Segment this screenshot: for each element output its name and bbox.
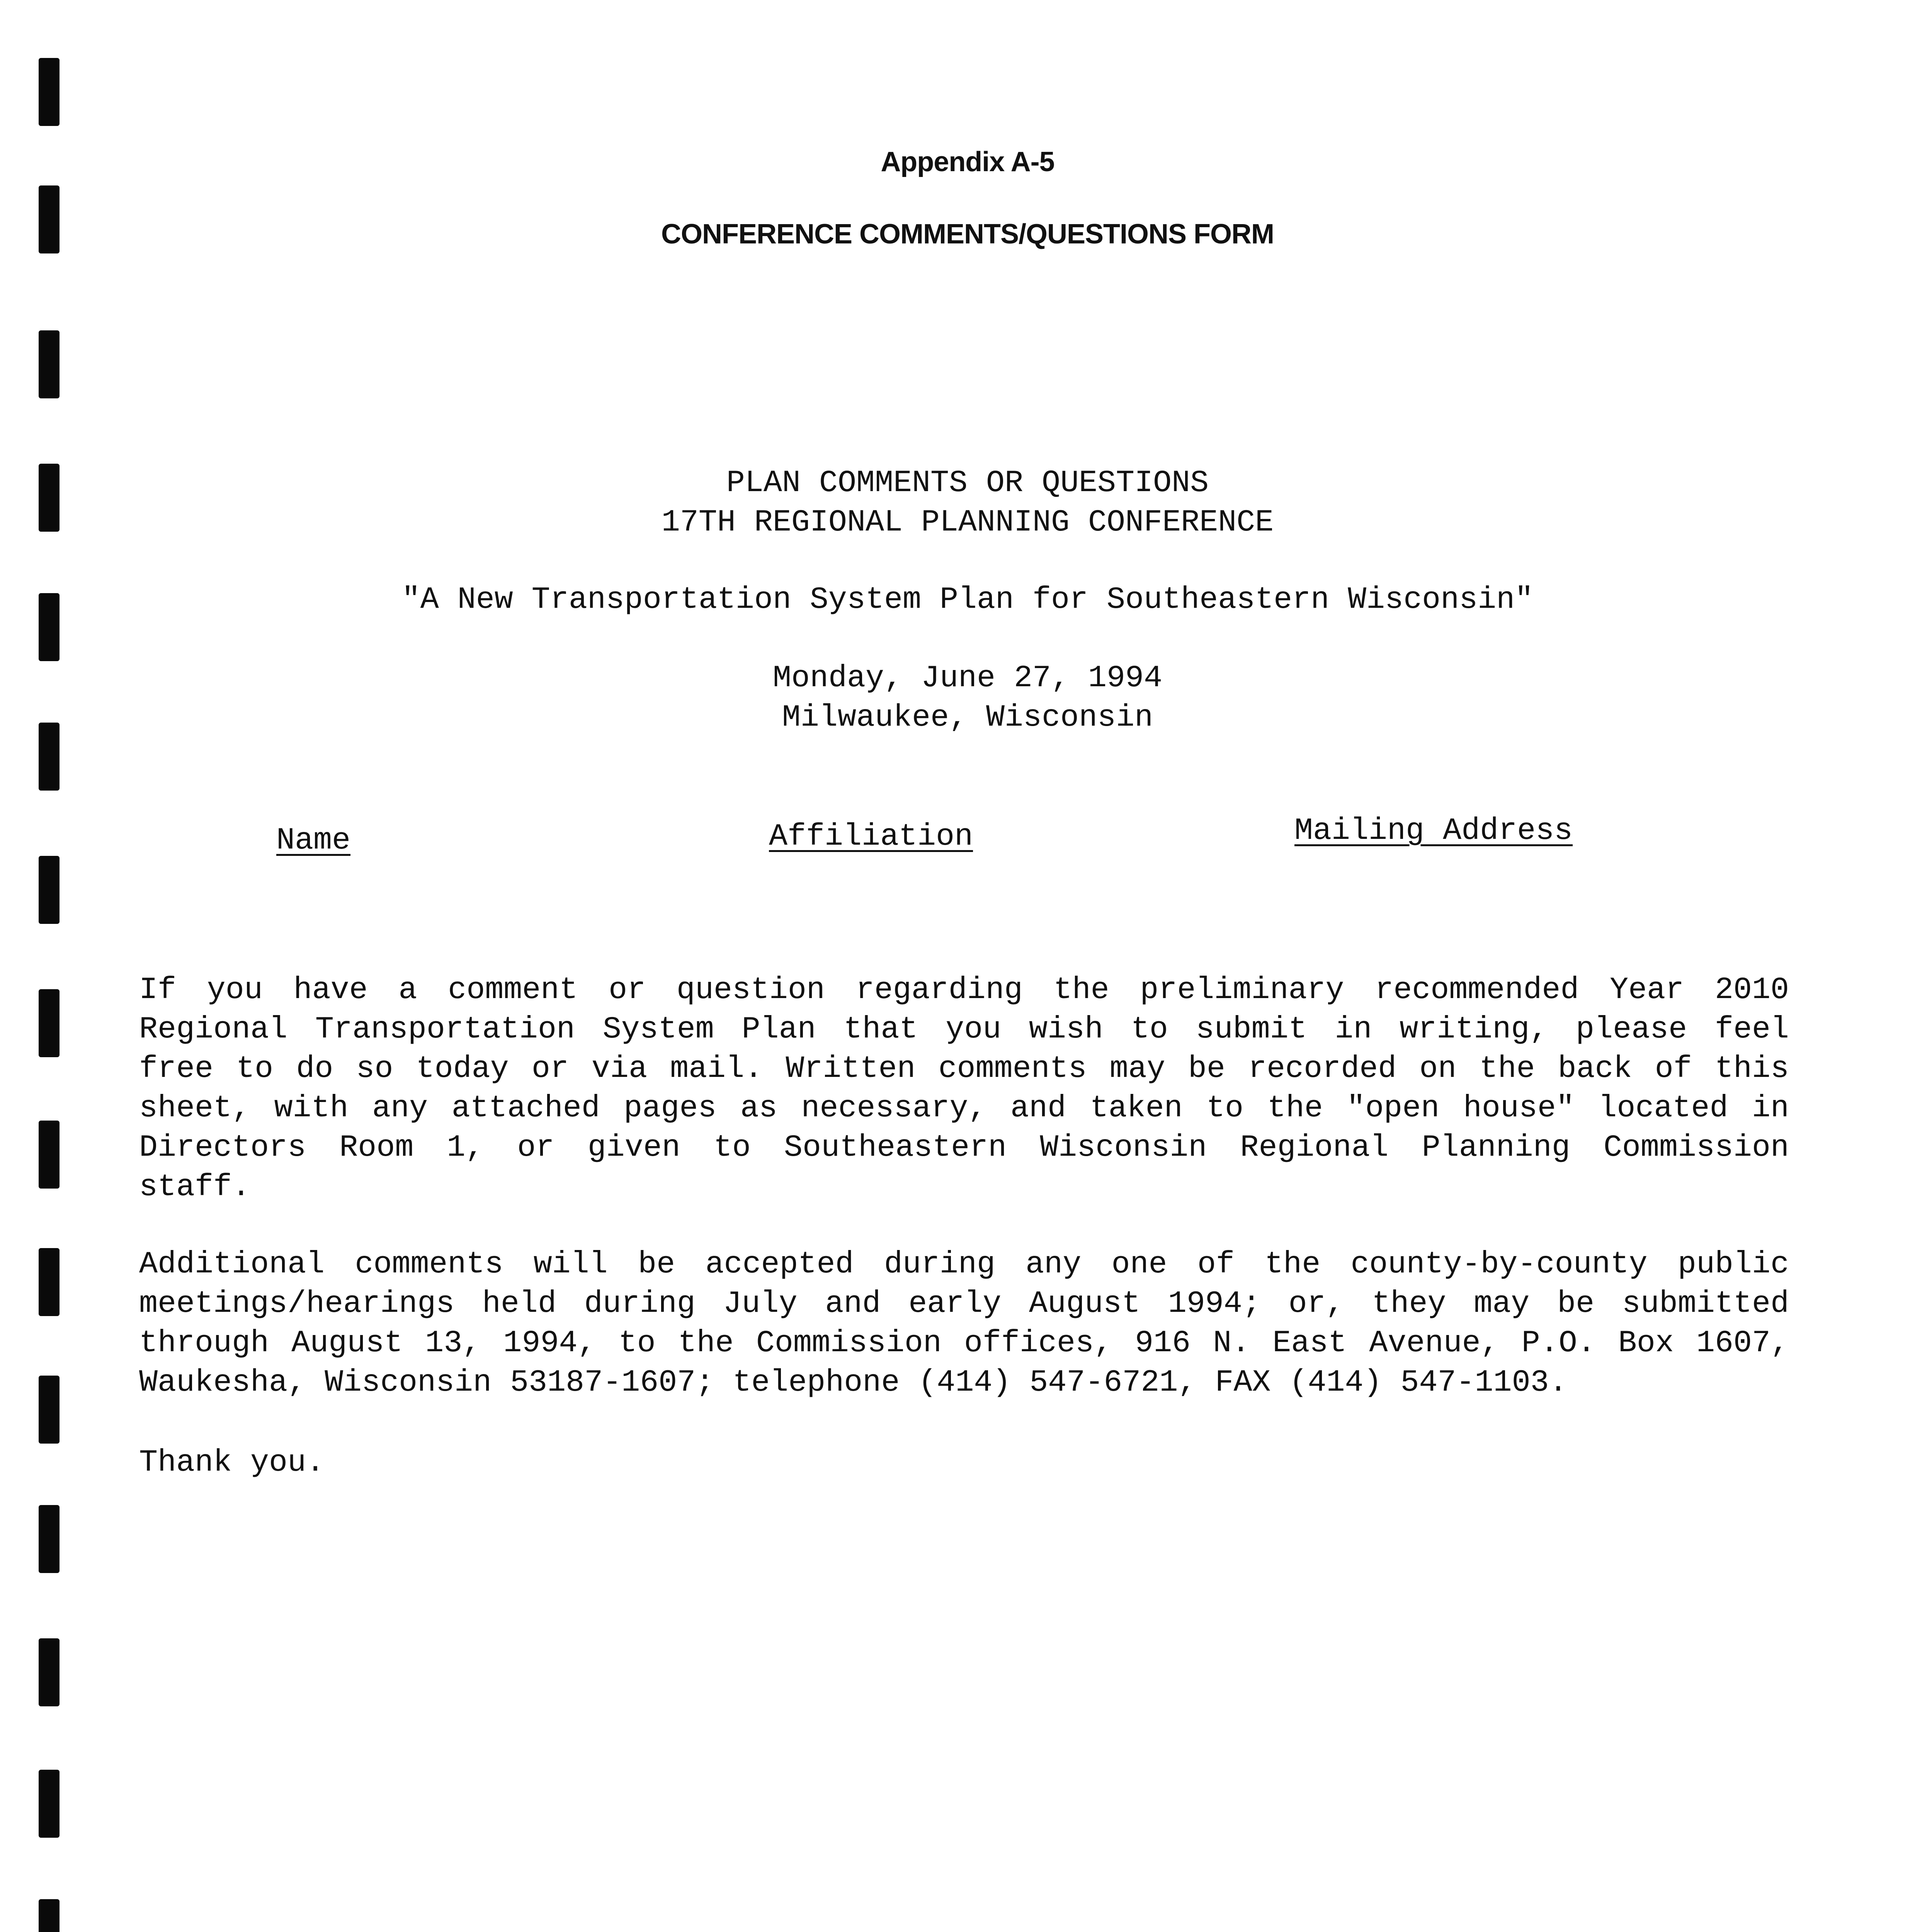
binding-mark <box>39 58 60 126</box>
closing-text <box>139 1443 1789 1483</box>
appendix-label: Appendix A-5 <box>881 146 1054 177</box>
conference-subtitle: PLAN COMMENTS OR QUESTIONS <box>726 466 1209 501</box>
conference-location: Milwaukee, Wisconsin <box>782 700 1153 735</box>
affiliation-column-heading: Affiliation <box>769 819 973 854</box>
conference-name: 17TH REGIONAL PLANNING CONFERENCE <box>661 505 1274 540</box>
plan-title: "A New Transportation System Plan for Southeastern Wisconsin" <box>401 582 1534 617</box>
paragraph-line: Directors Room 1, or given to Southeastern Wisconsin Regional Planning Commission <box>139 1130 1789 1165</box>
paragraph-line: staff. <box>139 1170 251 1205</box>
binding-mark <box>39 1121 60 1189</box>
binding-mark <box>39 1505 60 1573</box>
closing-line: Thank you. <box>139 1445 325 1480</box>
binding-mark <box>39 1638 60 1706</box>
conference-date: Monday, June 27, 1994 <box>772 661 1163 696</box>
paragraph-line: through August 13, 1994, to the Commission offices, 916 N. East Avenue, P.O. Box 1607, <box>139 1326 1789 1361</box>
paragraph-line: sheet, with any attached pages as necessary, and taken to the "open house" located in <box>139 1091 1789 1126</box>
binding-mark <box>39 330 60 398</box>
paragraph-line: Regional Transportation System Plan that you wish to submit in writing, please feel <box>139 1012 1789 1047</box>
binding-mark <box>39 1899 60 1932</box>
binding-mark <box>39 989 60 1057</box>
form-title: CONFERENCE COMMENTS/QUESTIONS FORM <box>661 219 1274 250</box>
additional-comments-paragraph <box>139 1245 1789 1403</box>
paragraph-line: meetings/hearings held during July and early August 1994; or, they may be submitted <box>139 1286 1789 1321</box>
binding-mark <box>39 856 60 924</box>
mailing-address-column-heading: Mailing Address <box>1294 813 1573 849</box>
paragraph-line: Additional comments will be accepted during any one of the county-by-county public <box>139 1247 1789 1282</box>
paragraph-line: free to do so today or via mail. Written comments may be recorded on the back of this <box>139 1051 1789 1087</box>
binding-mark <box>39 1770 60 1838</box>
name-column-heading: Name <box>276 823 351 858</box>
paragraph-line: If you have a comment or question regarding the preliminary recommended Year 2010 <box>139 973 1789 1008</box>
binding-mark <box>39 1376 60 1444</box>
paragraph-line: Waukesha, Wisconsin 53187-1607; telephone (414) 547-6721, FAX (414) 547-1103. <box>139 1365 1568 1400</box>
binding-mark <box>39 1248 60 1316</box>
instructions-paragraph <box>139 971 1789 1207</box>
